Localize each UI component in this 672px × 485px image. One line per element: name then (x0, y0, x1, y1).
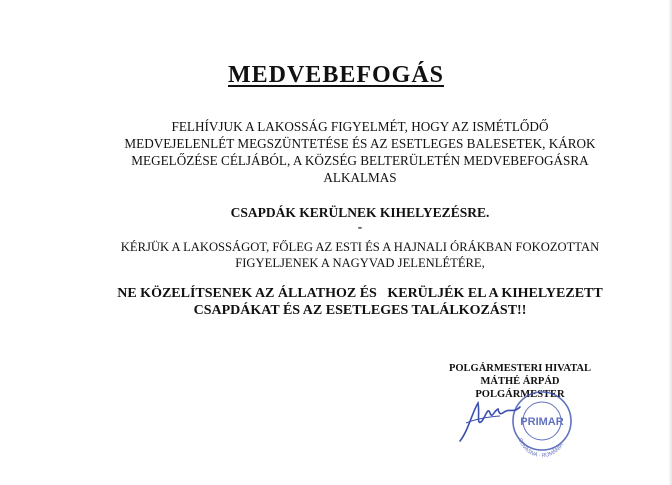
notice-line: KÉRJÜK A LAKOSSÁGOT, FŐLEG AZ ESTI ÉS A HAJNALI ÓRÁKBAN FOKOZOTTAN (120, 240, 600, 254)
warning-line: CSAPDÁKAT ÉS AZ ESETLEGES TALÁLKOZÁST!! (193, 303, 527, 318)
stamp-ring-label: COVASNA · ROMÂNIA (516, 437, 565, 460)
signature-and-stamp (456, 383, 596, 463)
notice-paragraph-request (60, 239, 660, 271)
traps-statement: CSAPDÁK KERÜLNEK KIHELYEZÉSRE. (230, 205, 490, 220)
notice-line: MEDVEJELENLÉT MEGSZÜNTETÉSE ÉS AZ ESETLEGES BALESETEK, KÁROK (124, 136, 596, 151)
page-title: MEDVEBEFOGÁS (227, 62, 445, 88)
notice-paragraph-intro (60, 118, 660, 186)
notice-line: FELHÍVJUK A LAKOSSÁG FIGYELMÉT, HOGY AZ ISMÉTLŐDŐ (171, 119, 549, 134)
warning-paragraph (60, 285, 660, 319)
mayor-role: POLGÁRMESTER (475, 389, 565, 400)
notice-line: FIGYELJENEK A NAGYVAD JELENLÉTÉRE, (235, 256, 485, 270)
mayor-name: MÁTHÉ ÁRPÁD (480, 376, 560, 387)
stamp-icon (513, 392, 571, 459)
stamp-label: PRIMAR (520, 416, 564, 428)
notice-line: MEGELŐZÉSE CÉLJÁBÓL, A KÖZSÉG BELTERÜLETÉN MEDVEBEFOGÁSRA (131, 153, 589, 168)
notice-line: ALKALMAS (323, 170, 397, 185)
warning-line: NE KÖZELÍTSENEK AZ ÁLLATHOZ ÉS KERÜLJÉK EL A KIHELYEZETT (117, 286, 603, 301)
office-name: POLGÁRMESTERI HIVATAL (448, 363, 592, 374)
separator-dash: - (357, 219, 363, 234)
